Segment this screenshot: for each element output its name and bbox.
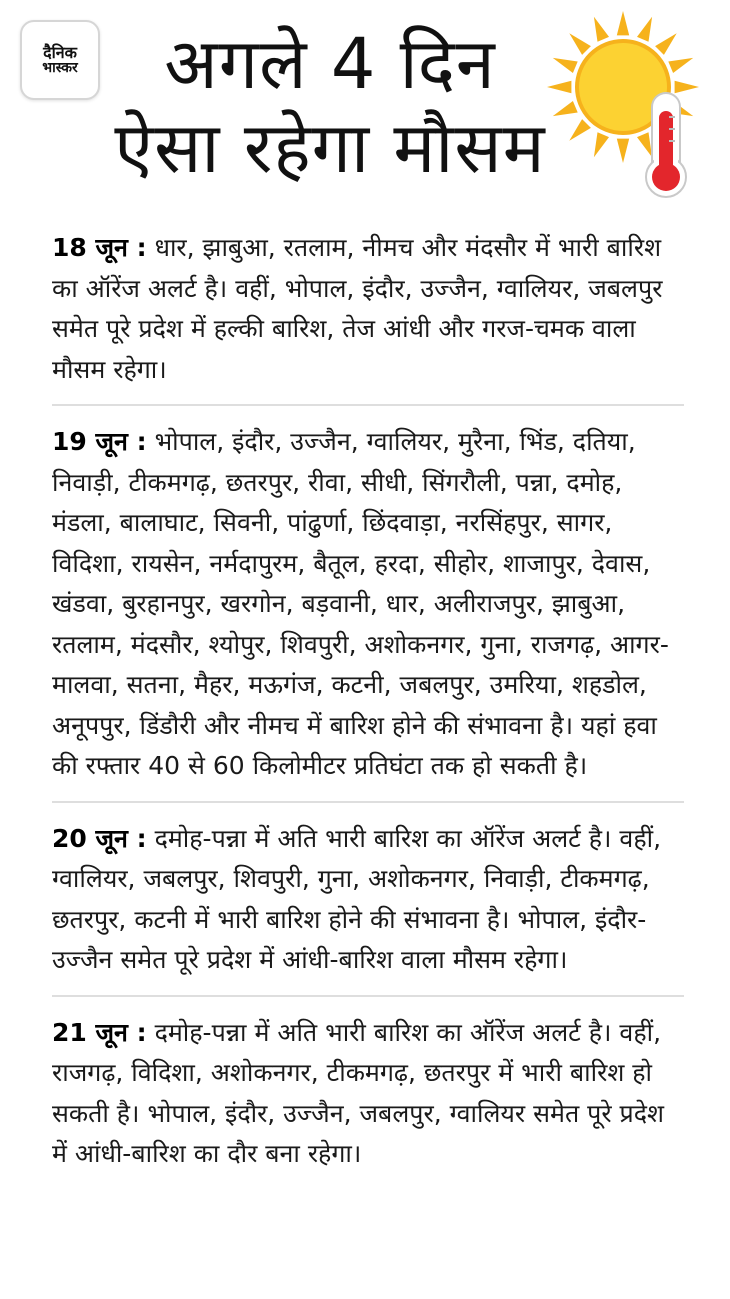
forecast-paragraph <box>52 228 684 390</box>
forecast-text: दमोह-पन्ना में अति भारी बारिश का ऑरेंज अलर्ट है। वहीं, ग्वालियर, जबलपुर, शिवपुरी, गुना, अशोकनगर, निवाड़ी, टीकमगढ़, छतरपुर, कटनी में भारी बारिश होने की संभावना है। भोपाल, इंदौर-उज्जैन समेत पूरे प्रदेश में आंधी-बारिश वाला मौसम रहेगा। <box>52 823 662 974</box>
page-title <box>95 22 565 190</box>
sun-ray <box>617 11 629 35</box>
forecast-paragraph <box>52 819 684 981</box>
thermometer-icon <box>646 93 686 197</box>
forecast-text: भोपाल, इंदौर, उज्जैन, ग्वालियर, मुरैना, भिंड, दतिया, निवाड़ी, टीकमगढ़, छतरपुर, रीवा, सीधी, सिंगरौली, पन्ना, दमोह, मंडला, बालाघाट, सिवनी, पांढुर्णा, छिंदवाड़ा, नरसिंहपुर, सागर, विदिशा, रायसेन, नर्मदापुरम, बैतूल, हरदा, सीहोर, शाजापुर, देवास, खंडवा, बुरहानपुर, खरगोन, बड़वानी, धार, अलीराजपुर, झाबुआ, रतलाम, मंदसौर, श्योपुर, शिवपुरी, अशोकनगर, गुना, राजगढ़, आगर-मालवा, सतना, मैहर, मऊगंज, कटनी, जबलपुर, उमरिया, शहडोल, अनूपपुर, डिंडौरी और नीमच में बारिश होने की संभावना है। यहां हवा की रफ्तार 40 से 60 किलोमीटर प्रतिघंटा तक हो सकती है। <box>52 427 669 780</box>
sun-ray <box>594 132 609 157</box>
logo-line-1: दैनिक <box>43 42 77 62</box>
sun-ray <box>553 58 578 73</box>
weather-illustration <box>545 5 715 200</box>
header <box>0 0 730 215</box>
sun-ray <box>569 33 591 55</box>
forecast-date: 20 जून : <box>52 823 147 853</box>
title-line-2: ऐसा रहेगा मौसम <box>114 107 546 189</box>
sun-ray <box>547 81 571 93</box>
title-line-1: अगले 4 दिन <box>164 23 496 105</box>
sun-ray <box>675 81 699 93</box>
sun-ray <box>617 139 629 163</box>
forecast-date: 18 जून : <box>52 233 147 262</box>
forecast-date: 19 जून : <box>52 427 147 456</box>
sun-ray <box>553 101 578 116</box>
forecast-paragraph <box>52 1013 684 1175</box>
forecast-day-18 <box>52 224 684 406</box>
sun-ray <box>569 119 591 141</box>
forecast-date: 21 जून : <box>52 1017 147 1047</box>
sun-ray <box>594 17 609 42</box>
forecast-day-20 <box>52 815 684 997</box>
forecast-content <box>52 224 684 1201</box>
logo-line-2: भास्कर <box>42 60 78 77</box>
forecast-text: दमोह-पन्ना में अति भारी बारिश का ऑरेंज अलर्ट है। वहीं, राजगढ़, विदिशा, अशोकनगर, टीकमगढ़, छतरपुर में भारी बारिश हो सकती है। भोपाल, इंदौर, उज्जैन, जबलपुर, ग्वालियर समेत पूरे प्रदेश में आंधी-बारिश का दौर बना रहेगा। <box>52 1017 665 1168</box>
forecast-day-21 <box>52 1009 684 1189</box>
sun-ray <box>637 132 652 157</box>
forecast-paragraph <box>52 422 684 787</box>
forecast-day-19 <box>52 418 684 803</box>
sun-ray <box>637 17 652 42</box>
sun-ray <box>668 58 693 73</box>
dainik-bhaskar-logo[interactable] <box>20 20 100 100</box>
forecast-text: धार, झाबुआ, रतलाम, नीमच और मंदसौर में भारी बारिश का ऑरेंज अलर्ट है। वहीं, भोपाल, इंदौर, उज्जैन, ग्वालियर, जबलपुर समेत पूरे प्रदेश में हल्की बारिश, तेज आंधी और गरज-चमक वाला मौसम रहेगा। <box>52 233 663 384</box>
sun-ray <box>655 33 677 55</box>
